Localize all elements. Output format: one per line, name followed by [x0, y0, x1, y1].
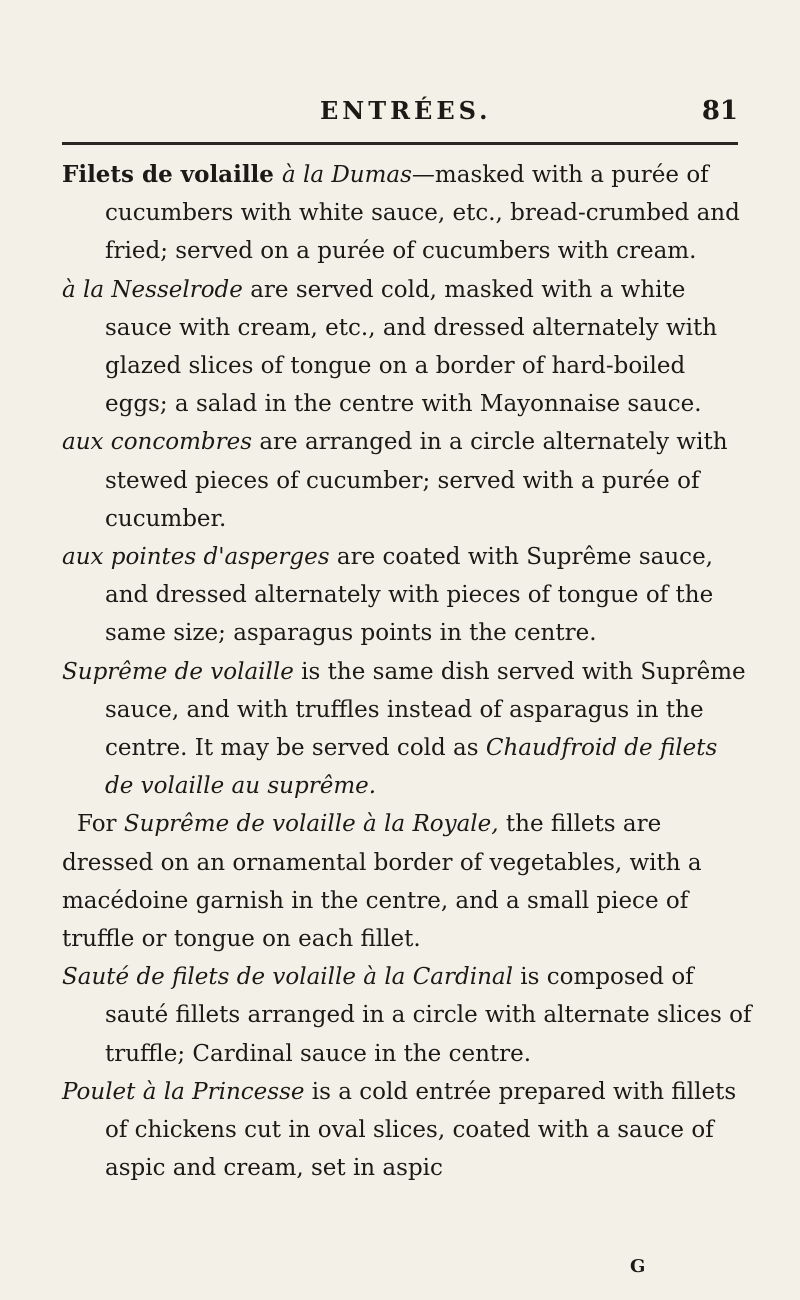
entry-text: are served cold, masked with a white sauce with cream, etc., and dressed alternately with glazed slices of tongue on a border of hard-boiled eggs; a salad in the centre with Mayonnaise sauce. — [105, 276, 718, 418]
entry-text: is a cold entrée prepared with fillets of chickens cut in oval slices, coated with a sauce of aspic and cream, set in aspic — [105, 1078, 737, 1182]
entry-lead-italic: à la Dumas — [281, 162, 412, 188]
signature-mark: G — [630, 1256, 646, 1277]
entry-supreme-royale — [62, 805, 752, 958]
entry-text: —masked with a purée of cucumbers with white sauce, etc., bread-crumbed and fried; served on a purée of cucumbers with cream. — [105, 162, 740, 265]
running-head: ENTRÉES. — [320, 96, 492, 125]
entry-filets-dumas — [62, 156, 752, 271]
entry-concombres — [62, 423, 752, 538]
page-number: 81 — [701, 96, 738, 126]
entry-poulet-princesse — [62, 1073, 752, 1188]
entry-lead-italic: Suprême de volaille à la Royale, — [123, 811, 499, 838]
body-text — [62, 156, 752, 1187]
entry-text: are arranged in a circle alternately with stewed pieces of cucumber; served with a purée of cucumber. — [105, 429, 728, 532]
entry-nesselrode — [62, 271, 752, 424]
entry-tail-italic: Chaudfroid de filets de volaille au suprême. — [105, 735, 718, 800]
entry-lead: Filets de volaille — [62, 161, 282, 188]
entry-saute-cardinal — [62, 958, 752, 1073]
entry-prefix: For — [77, 811, 124, 838]
entry-text: are coated with Suprême sauce, and dressed alternately with pieces of tongue of the same size; asparagus points in the centre. — [105, 544, 714, 647]
entry-pointes-asperges — [62, 538, 752, 653]
entry-lead-italic: Sauté de filets de volaille à la Cardinal — [62, 964, 513, 991]
header-rule — [62, 142, 738, 145]
entry-lead-italic: à la Nesselrode — [62, 276, 243, 303]
entry-text: is composed of sauté fillets arranged in a circle with alternate slices of truffle; Cardinal sauce in the centre. — [105, 964, 752, 1067]
entry-lead-italic: Poulet à la Princesse — [62, 1078, 305, 1105]
entry-lead-italic: Suprême de volaille — [62, 658, 294, 685]
entry-text: the fillets are dressed on an ornamental border of vegetables, with a macédoine garnish in the centre, and a small piece of truffle or tongue on each fillet. — [62, 811, 702, 953]
entry-text: is the same dish served with Suprême sauce, and with truffles instead of asparagus in the centre. It may be served cold as — [105, 658, 746, 762]
entry-lead-italic: aux concombres — [62, 429, 253, 456]
page-header — [62, 96, 738, 136]
entry-supreme-volaille — [62, 653, 752, 806]
entry-lead-italic: aux pointes d'asperges — [62, 544, 330, 571]
